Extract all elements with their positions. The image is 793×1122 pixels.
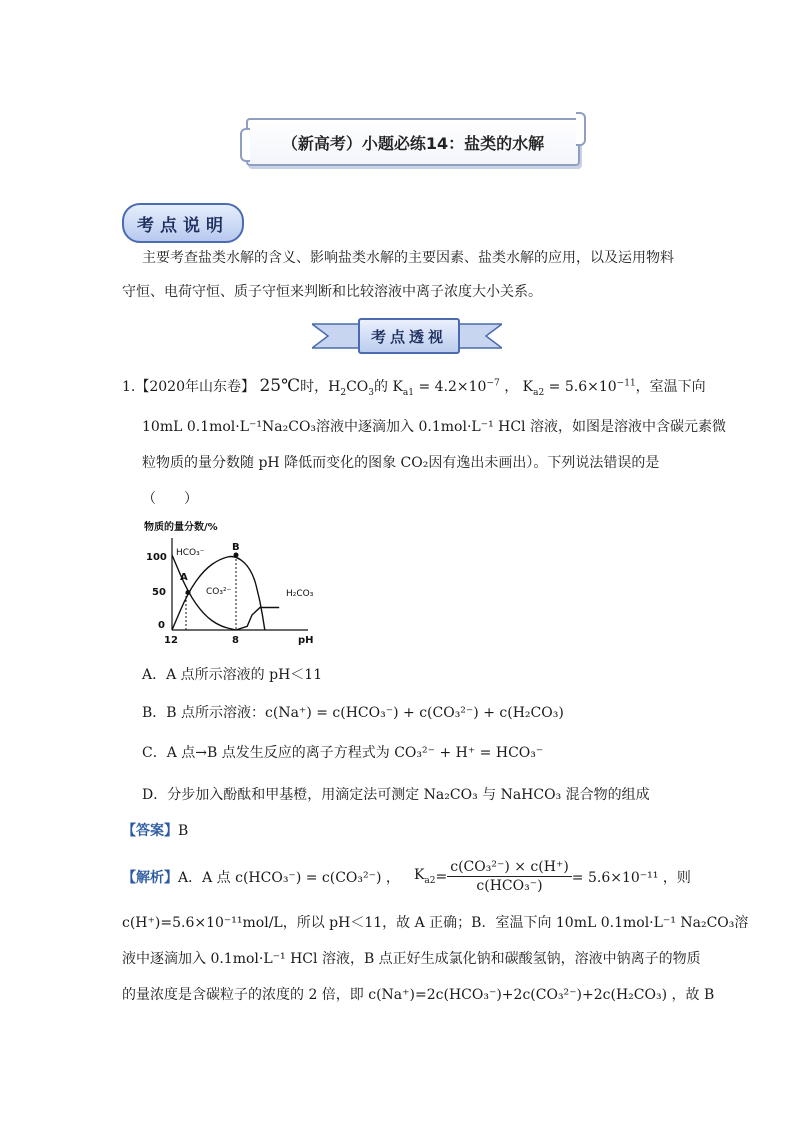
text-seg: ， bbox=[499, 379, 523, 395]
ka-symbol: K bbox=[522, 379, 534, 395]
ka2-fraction bbox=[447, 858, 572, 895]
section-badge-explain: 考点说明 bbox=[122, 203, 244, 243]
question-line-4: （ ） bbox=[142, 491, 198, 507]
answer-value: B bbox=[178, 823, 189, 839]
legend-h2co3: H₂CO₃ bbox=[286, 589, 314, 599]
section-ribbon-insight bbox=[312, 318, 502, 354]
ka-exp: −7 bbox=[486, 378, 500, 389]
analysis-line-1 bbox=[122, 858, 691, 895]
x-axis-label: pH bbox=[298, 635, 314, 646]
x-tick-8: 8 bbox=[232, 635, 239, 646]
question-line-3: 粒物质的量分数随 pH 降低而变化的图象 CO₂因有逸出未画出）。下列说法错误的是 bbox=[142, 455, 660, 471]
analysis-line-3: 液中逐滴加入 0.1mol·L⁻¹ HCl 溶液，B 点正好生成氯化钠和碳酸氢钠，溶液中钠离子的物质 bbox=[122, 951, 701, 967]
y-tick-0: 0 bbox=[158, 620, 165, 631]
analysis-line-2: c(H⁺)=5.6×10⁻¹¹mol/L，所以 pH＜11，故 A 正确；B．室温下向 10mL 0.1mol·L⁻¹ Na₂CO₃溶 bbox=[122, 915, 749, 931]
chart-title: 物质的量分数/% bbox=[144, 522, 218, 533]
option-c: C．A 点→B 点发生反应的离子方程式为 CO₃²⁻ + H⁺ = HCO₃⁻ bbox=[142, 745, 544, 761]
fraction-numerator: c(CO₃²⁻) × c(H⁺) bbox=[447, 858, 572, 877]
answer-line bbox=[122, 820, 188, 840]
ka-symbol: K bbox=[392, 379, 403, 395]
title-banner bbox=[246, 118, 580, 166]
ka2-expression bbox=[522, 378, 636, 398]
ka-value: = 5.6×10 bbox=[544, 379, 617, 395]
option-d: D．分步加入酚酞和甲基橙，用滴定法可测定 Na₂CO₃ 与 NaHCO₃ 混合物的组成 bbox=[142, 787, 650, 803]
fraction-chart bbox=[140, 518, 325, 648]
text-seg: = 5.6×10⁻¹¹ ，则 bbox=[571, 869, 691, 886]
option-b: B．B 点所示溶液：c(Na⁺) = c(HCO₃⁻) + c(CO₃²⁻) + c(H₂CO₃) bbox=[142, 705, 564, 721]
y-tick-100: 100 bbox=[146, 552, 167, 563]
intro-line-1: 主要考查盐类水解的含义、影响盐类水解的主要因素、盐类水解的应用，以及运用物料 bbox=[142, 250, 674, 266]
point-b-label: B bbox=[232, 542, 240, 553]
text-seg: CO bbox=[346, 379, 369, 395]
analysis-label: 【解析】 bbox=[122, 869, 178, 886]
y-tick-50: 50 bbox=[152, 587, 166, 598]
question-source: 【2020年山东卷】 bbox=[135, 379, 255, 395]
ka1-expression bbox=[392, 378, 500, 398]
option-a: A．A 点所示溶液的 pH＜11 bbox=[142, 667, 323, 683]
answer-label: 【答案】 bbox=[122, 823, 178, 839]
question-line-2: 10mL 0.1mol·L⁻¹Na₂CO₃溶液中逐滴加入 0.1mol·L⁻¹ HCl 溶液，如图是溶液中含碳元素微 bbox=[142, 419, 726, 435]
analysis-line-4: 的量浓度是含碳粒子的浓度的 2 倍，即 c(Na⁺)=2c(HCO₃⁻)+2c(CO₃²⁻)+2c(H₂CO₃) ，故 B bbox=[122, 987, 715, 1003]
scroll-curl-left bbox=[240, 128, 250, 162]
text-seg: 的 bbox=[374, 379, 388, 395]
text-seg: = bbox=[435, 868, 448, 885]
legend-hco3: HCO₃⁻ bbox=[176, 548, 205, 558]
text-seg: A．A 点 c(HCO₃⁻) = c(CO₃²⁻) ， bbox=[178, 869, 400, 886]
fraction-denominator: c(HCO₃⁻) bbox=[476, 878, 543, 894]
ka-exp: −11 bbox=[616, 378, 636, 389]
ka-value: = 4.2×10 bbox=[414, 379, 487, 395]
text-seg: 时，H bbox=[300, 379, 341, 395]
scroll-curl-right bbox=[576, 112, 586, 146]
x-tick-12: 12 bbox=[164, 635, 178, 646]
ka2-symbol bbox=[414, 867, 436, 886]
ka-symbol: K bbox=[413, 867, 425, 884]
ka-sub: a2 bbox=[533, 387, 545, 398]
question-line-1: 1.【2020年山东卷】 25℃时，$H_2CO_3$的 $K_{a1} = 4.2\times 10^{-7}$ ， $K_{a2} = 5.6\times 10^{-11}$，室温下向 bbox=[122, 376, 706, 398]
ka-sub: a2 bbox=[424, 875, 436, 886]
page-title: （新高考）小题必练14：盐类的水解 bbox=[281, 133, 545, 153]
ka-sub: a1 bbox=[402, 387, 415, 398]
section-badge-insight: 考点透视 bbox=[358, 318, 460, 354]
text-seg: ，室温下向 bbox=[635, 379, 706, 395]
legend-co3: CO₃²⁻ bbox=[206, 587, 232, 597]
temperature: 25℃ bbox=[259, 376, 301, 396]
series-h2co3-line bbox=[236, 608, 279, 631]
intro-line-2: 守恒、电荷守恒、质子守恒来判断和比较溶液中离子浓度大小关系。 bbox=[122, 284, 542, 300]
question-number: 1. bbox=[122, 379, 136, 395]
point-a-label: A bbox=[180, 572, 188, 583]
